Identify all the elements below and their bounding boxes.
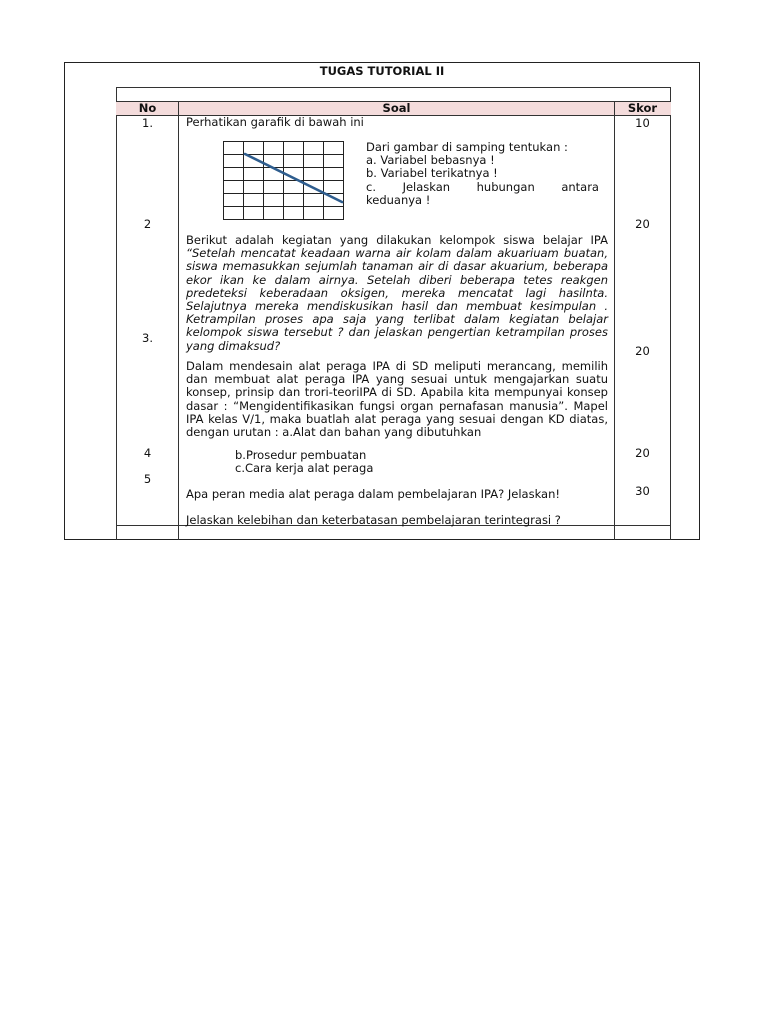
question-3-score: 20 [635, 344, 650, 358]
graph-trend-line [245, 154, 342, 202]
question-3-part-b: b.Prosedur pembuatan [235, 448, 367, 462]
question-2-score: 20 [635, 217, 650, 231]
part-c-word: Jelaskan [402, 179, 451, 194]
part-c-continuation: keduanya ! [366, 192, 431, 207]
question-2-number: 2 [143, 217, 152, 231]
column-divider [614, 101, 615, 540]
question-5-text: Jelaskan kelebihan dan keterbatasan pembelajaran terintegrasi ? [186, 513, 561, 527]
part-c-word: c. [366, 179, 376, 194]
question-1-intro: Perhatikan garafik di bawah ini [186, 115, 364, 129]
question-4-number: 4 [143, 446, 152, 460]
question-4-score: 20 [635, 446, 650, 460]
question-3-part-c: c.Cara kerja alat peraga [235, 461, 374, 475]
column-divider [178, 101, 179, 540]
header-no: No [138, 101, 157, 115]
question-5-score: 30 [635, 484, 650, 498]
question-2-lead: Berikut adalah kegiatan yang dilakukan kelompok siswa belajar IPA [186, 233, 608, 247]
question-3-text: Dalam mendesain alat peraga IPA di SD meliputi merancang, memilih dan membuat alat peraga IPA yang sesuai untuk mengajarkan suatu konsep, prinsip dan trori-teoriIPA di SD. Apabila kita mempunyai konsep dasar : “Mengidentifikasikan fungsi organ pernafasan manusia”. Mapel IPA kelas V/1, maka buatlah alat peraga yang sesuai dengan KD diatas, dengan urutan : a.Alat dan bahan yang dibutuhkan [186, 359, 608, 440]
question-1-part-c [366, 181, 599, 194]
graph-grid [223, 141, 344, 220]
question-1-graph [223, 141, 345, 221]
question-2-quote: “Setelah mencatat keadaan warna air kolam dalam akuariuam buatan, siswa memasukkan sejumlah tanaman air di dasar akuarium, beberapa ekor ikan ke dalam airnya. Setelah diberi beberapa tetes reakgen predeteksi keberadaan oksigen, mereka mencatat lagi hasilnta. Selajutnya mereka mendiskusikan hasil dan membuat kesimpulan . Ketrampilan proses apa saja yang terlibat dalam kegiatan belajar kelompok siswa tersebut ? dan jelaskan pengertian ketrampilan proses yang dimaksud? [186, 246, 608, 353]
part-c-word: hubungan [476, 179, 535, 194]
question-1-prompt: Dari gambar di samping tentukan : [366, 140, 568, 154]
part-c-word: antara [561, 179, 599, 194]
question-1-score: 10 [635, 116, 650, 130]
question-4-text: Apa peran media alat peraga dalam pembelajaran IPA? Jelaskan! [186, 487, 560, 501]
question-1-part-a: a. Variabel bebasnya ! [366, 153, 495, 168]
question-1-instructions [366, 141, 599, 207]
question-1-number: 1. [142, 116, 153, 130]
header-soal: Soal [382, 101, 411, 115]
question-5-number: 5 [143, 472, 152, 486]
header-skor: Skor [627, 101, 658, 115]
question-2-text [186, 234, 608, 353]
page-title: TUGAS TUTORIAL II [319, 64, 445, 78]
question-3-number: 3. [142, 331, 153, 345]
question-1-part-b: b. Variabel terikatnya ! [366, 166, 498, 181]
